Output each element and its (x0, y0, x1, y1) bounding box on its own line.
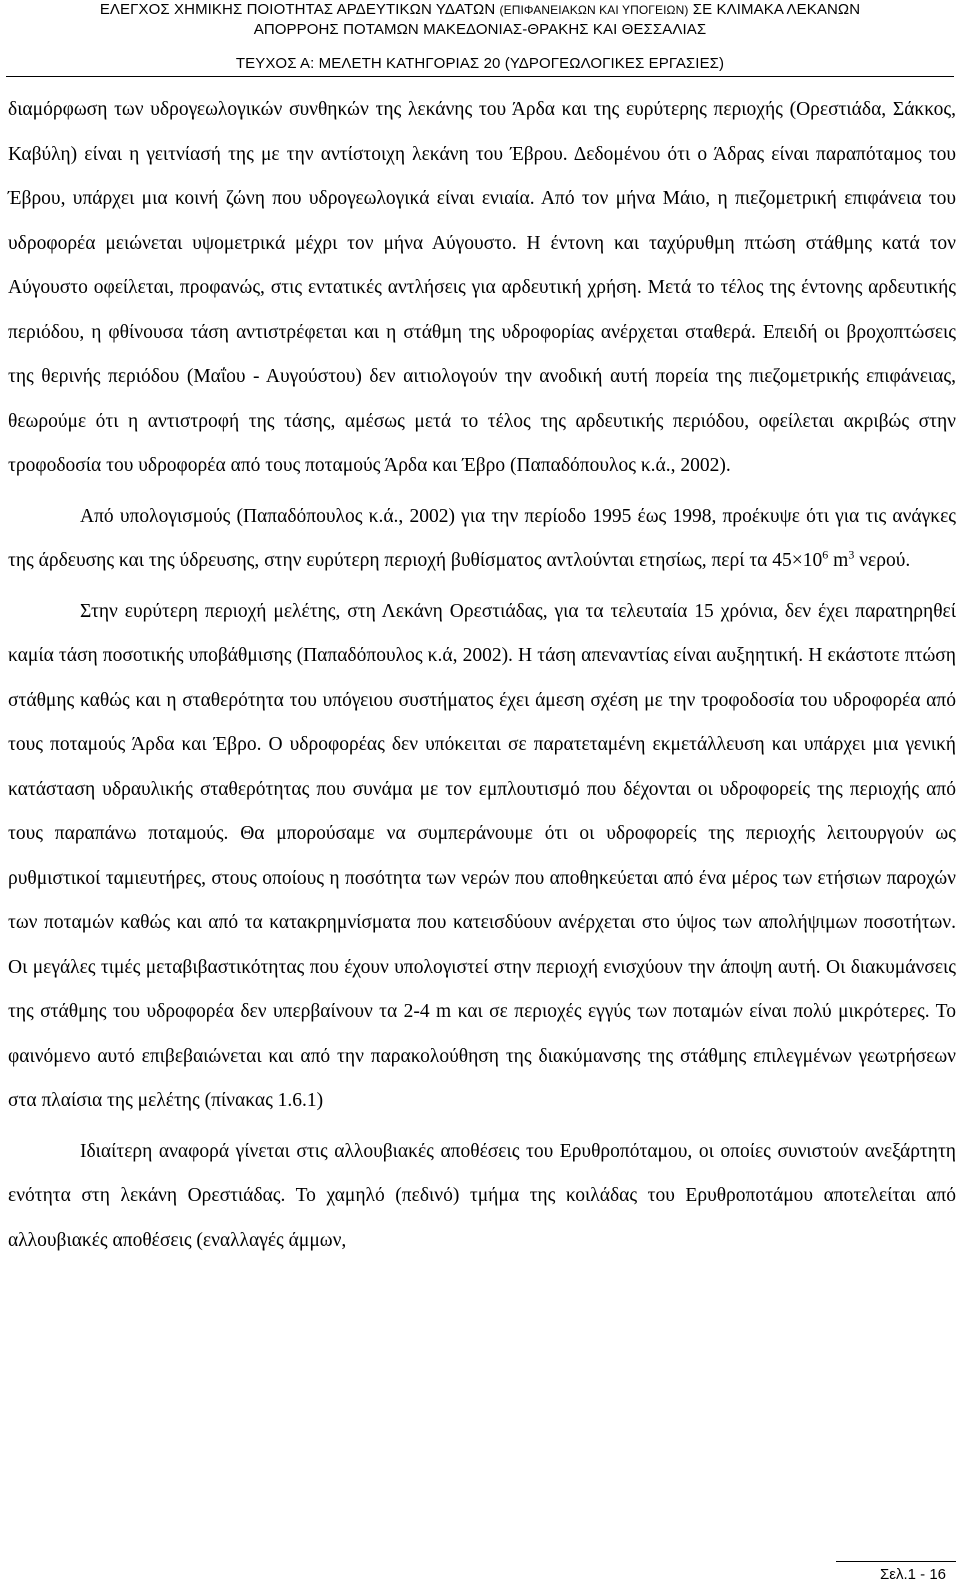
header-title-line-2: ΑΠΟΡΡΟΗΣ ΠΟΤΑΜΩΝ ΜΑΚΕΔΟΝΙΑΣ-ΘΡΑΚΗΣ ΚΑΙ ΘΕΣΣΑΛΙΑΣ (253, 21, 707, 38)
document-header (0, 0, 960, 74)
document-body (8, 88, 956, 1263)
header-title-line-1 (0, 0, 960, 20)
unit-m: m (828, 550, 849, 571)
paragraph-1: διαμόρφωση των υδρογεωλογικών συνθηκών της λεκάνης του Άρδα και της ευρύτερης περιοχής (Ορεστιάδα, Σάκκος, Καβύλη) είναι η γειτνίασή της με την αντίστοιχη λεκάνη του Έβρου. Δεδομένου ότι ο Άδρας είναι παραπόταμος του Έβρου, υπάρχει μια κοινή ζώνη που υδρογεωλογικά είναι ενιαία. Από τον μήνα Μάιο, η πιεζομετρική επιφάνεια του υδροφορέα μειώνεται υψομετρικά μέχρι τον μήνα Αύγουστο. Η έντονη και ταχύρυθμη πτώση στάθμης κατά τον Αύγουστο οφείλεται, προφανώς, στις εντατικές αντλήσεις για αρδευτική χρήση. Μετά το τέλος της έντονης αρδευτικής περιόδου, η φθίνουσα τάση αντιστρέφεται και η στάθμη της υδροφορίας ανέρχεται σταθερά. Επειδή οι βροχοπτώσεις της θερινής περιόδου (Μαΐου - Αυγούστου) δεν αιτιολογούν την ανοδική αυτή πορεία της πιεζομετρικής επιφάνειας, θεωρούμε ότι η αντιστροφή της τάσης, αμέσως μετά το τέλος της αρδευτικής περιόδου, οφείλεται ακριβώς στην τροφοδοσία του υδροφορέα από τους ποταμούς Άρδα και Έβρο (Παπαδόπουλος κ.ά., 2002). (8, 99, 956, 476)
header-volume-title: ΤΕΥΧΟΣ Α: ΜΕΛΕΤΗ ΚΑΤΗΓΟΡΙΑΣ 20 (ΥΔΡΟΓΕΩΛΟΓΙΚΕΣ ΕΡΓΑΣΙΕΣ) (235, 55, 725, 72)
paragraph-2-end: νερού. (854, 550, 911, 571)
exponent-3: 3 (848, 547, 855, 562)
header-title-tail: ΣΕ ΚΛΙΜΑΚΑ ΛΕΚΑΝΩΝ (692, 1, 861, 18)
page-number: Σελ.1 - 16 (880, 1566, 946, 1583)
exponent-6: 6 (822, 547, 829, 562)
paragraph-3: Στην ευρύτερη περιοχή μελέτης, στη Λεκάνη Ορεστιάδας, για τα τελευταία 15 χρόνια, δεν έχει παρατηρηθεί καμία τάση ποσοτικής υποβάθμισης (Παπαδόπουλος κ.ά, 2002). Η τάση απεναντίας είναι αυξηητική. Η εκάστοτε πτώση στάθμης καθώς και η σταθερότητα του υπόγειου συστήματος έχει άμεση σχέση με την τροφοδοσία του υδροφορέα από τους ποταμούς Άρδα και Έβρο. Ο υδροφορέας δεν υπόκειται σε παρατεταμένη εκμετάλλευση και υπάρχει μια γενική κατάσταση υδραυλικής σταθερότητας που συνάμα με τον εμπλουτισμό που δέχονται οι υδροφορείς της περιοχής από τους παραπάνω ποταμούς. Θα μπορούσαμε να συμπεράνουμε ότι οι υδροφορείς της περιοχής λειτουργούν ως ρυθμιστικοί ταμιευτήρες, στους οποίους η ποσότητα των νερών που αποθηκεύεται από ένα μέρος των ετήσιων παροχών των ποταμών καθώς και από τα κατακρημνίσματα που κατεισδύουν ανέρχεται στο ύψος των απολήψιμων ποσοτήτων. Οι μεγάλες τιμές μεταβιβαστικότητας που έχουν υπολογιστεί στην περιοχή ενισχύουν την άποψη αυτή. Οι διακυμάνσεις της στάθμης του υδροφορέα δεν υπερβαίνουν τα 2-4 m και σε περιοχές εγγύς των ποταμών είναι πολύ μικρότερες. Το φαινόμενο αυτό επιβεβαιώνεται και από την παρακολούθηση της διακύμανσης της στάθμης επιλεγμένων γεωτρήσεων στα πλαίσια της μελέτης (πίνακας 1.6.1) (8, 600, 956, 1111)
header-title-main: ΕΛΕΓΧΟΣ ΧΗΜΙΚΗΣ ΠΟΙΟΤΗΤΑΣ ΑΡΔΕΥΤΙΚΩΝ ΥΔΑΤΩΝ (99, 1, 496, 18)
paragraph-2 (8, 495, 956, 584)
header-divider (6, 76, 954, 77)
paragraph-2-text: Από υπολογισμούς (Παπαδόπουλος κ.ά., 2002) για την περίοδο 1995 έως 1998, προέκυψε ότι για τις ανάγκες της άρδευσης και της ύδρευσης, στην ευρύτερη περιοχή βυθίσματος αντλούνται ετησίως, περί τα 45×10 (8, 505, 956, 571)
header-title-parenthetical: (ΕΠΙΦΑΝΕΙΑΚΩΝ ΚΑΙ ΥΠΟΓΕΙΩΝ) (499, 3, 689, 17)
footer-divider (836, 1561, 956, 1562)
paragraph-4: Ιδιαίτερη αναφορά γίνεται στις αλλουβιακές αποθέσεις του Ερυθροπόταμου, οι οποίες συνιστούν ανεξάρτητη ενότητα στη λεκάνη Ορεστιάδας. Το χαμηλό (πεδινό) τμήμα της κοιλάδας του Ερυθροποτάμου αποτελείται από αλλουβιακές αποθέσεις (εναλλαγές άμμων, (8, 1140, 956, 1251)
